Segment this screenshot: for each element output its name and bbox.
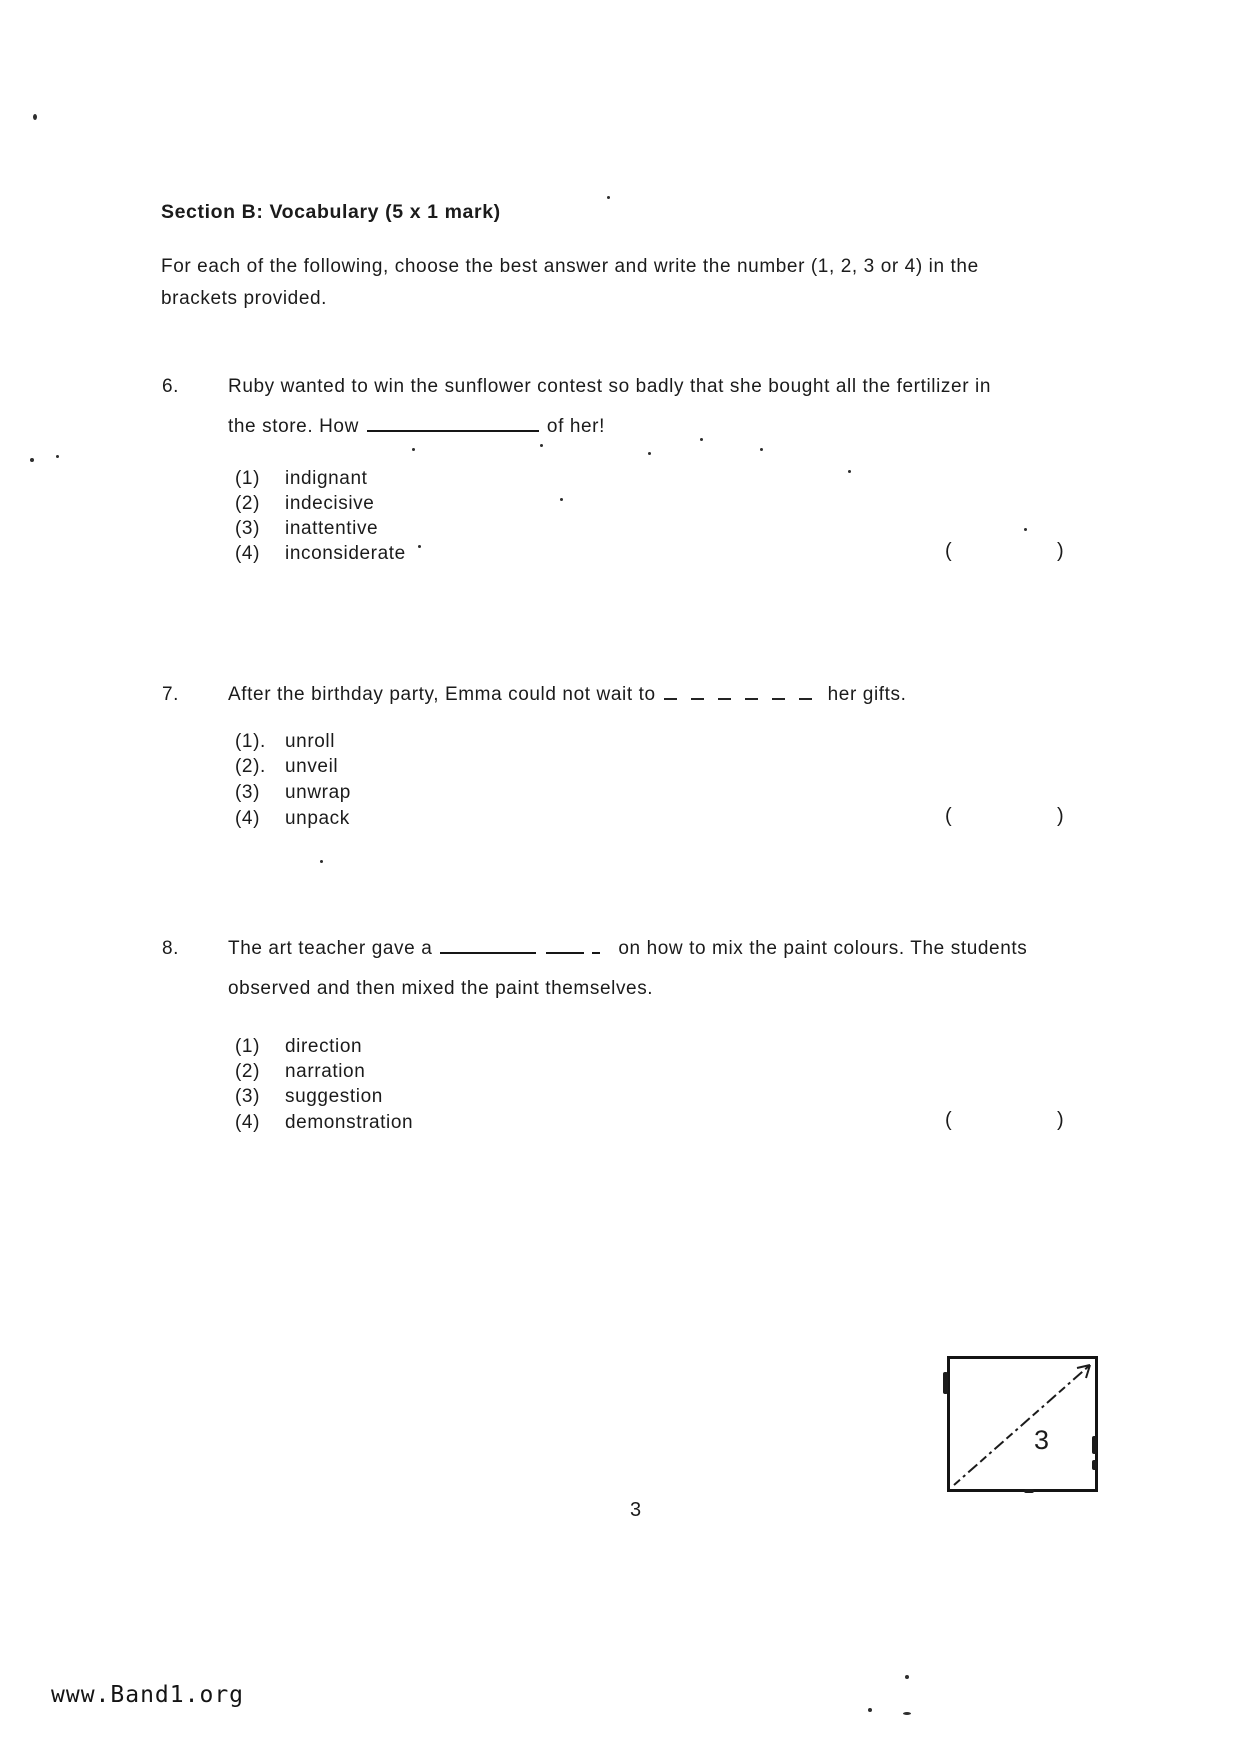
option-number: (3) [235,518,261,539]
answer-bracket-open-q7: ( [945,805,952,827]
option-label: suggestion [285,1086,383,1107]
option-label: indecisive [285,493,375,514]
question-6-line2-before-blank: the store. How [228,416,359,437]
scan-speck [1024,528,1027,531]
question-7-after-blank: her gifts. [827,684,907,705]
watermark-url: www.Band1.org [51,1682,245,1708]
scan-speck [903,1712,911,1715]
diagonal-arrow-icon [950,1359,1095,1489]
option-number: (1) [235,1036,261,1057]
question-6-line2-after-blank: of her! [546,416,605,437]
option-label: narration [285,1061,366,1082]
answer-bracket-close-q7: ) [1057,805,1064,827]
question-6-option-3 [235,518,378,540]
scan-speck [56,455,59,458]
option-number: (4) [235,1112,261,1133]
scan-speck [760,448,763,451]
answer-bracket-close-q8: ) [1057,1109,1064,1131]
scan-speck [33,114,37,120]
question-8-option-4 [235,1112,413,1134]
option-label: unveil [285,756,339,777]
option-label: direction [285,1036,363,1057]
option-number: (1) [235,468,261,489]
question-7-option-2 [235,756,338,778]
option-label: inconsiderate [285,543,406,564]
option-number: (1). [235,731,266,752]
scan-artifact [1092,1436,1097,1454]
question-6-option-2 [235,493,374,515]
option-number: (2). [235,756,266,777]
scan-artifact [943,1372,948,1394]
scan-speck [540,444,543,447]
question-7-text [228,684,907,706]
question-8-before-blank: The art teacher gave a [228,938,433,959]
answer-bracket-open-q6: ( [945,540,952,562]
answer-blank [664,695,820,700]
question-6-option-1 [235,468,368,490]
question-7-option-1 [235,731,335,753]
scan-speck [700,438,703,441]
option-number: (4) [235,543,261,564]
question-8-number: 8. [162,938,180,959]
scan-speck [648,452,651,455]
answer-bracket-close-q6: ) [1057,540,1064,562]
answer-blank [440,949,610,954]
option-label: unroll [285,731,336,752]
scan-speck [868,1708,872,1712]
question-6-text-line2 [228,416,605,438]
scan-speck [30,458,34,462]
page-number: 3 [630,1499,642,1521]
answer-bracket-open-q8: ( [945,1109,952,1131]
scan-speck [607,196,610,199]
scan-speck [848,470,851,473]
option-number: (2) [235,493,261,514]
option-number: (3) [235,1086,261,1107]
question-8-after-blank: on how to mix the paint colours. The students [618,938,1028,959]
scan-speck [905,1675,909,1679]
question-6-option-4 [235,543,406,565]
question-6-text-line1: Ruby wanted to win the sunflower contest so badly that she bought all the fertilizer in [228,376,991,397]
question-6-number: 6. [162,376,180,397]
scan-speck [418,545,421,548]
question-8-text-line2: observed and then mixed the paint themselves. [228,978,654,999]
option-label: demonstration [285,1112,414,1133]
scan-speck [320,860,323,863]
marks-tally-box [947,1356,1098,1492]
option-label: unpack [285,808,350,829]
question-7-before-blank: After the birthday party, Emma could not wait to [228,684,656,705]
question-7-option-4 [235,808,350,830]
instructions-line-1: For each of the following, choose the best answer and write the number (1, 2, 3 or 4) in the [161,256,979,277]
option-label: indignant [285,468,368,489]
question-8-text-line1 [228,938,1027,960]
option-number: (3) [235,782,261,803]
marks-box-score: 3 [1034,1425,1050,1455]
section-title: Section B: Vocabulary (5 x 1 mark) [161,201,501,223]
answer-blank [367,425,539,432]
question-7-option-3 [235,782,351,804]
question-8-option-1 [235,1036,362,1058]
instructions-line-2: brackets provided. [161,288,328,309]
scan-speck [560,498,563,501]
question-8-option-2 [235,1061,365,1083]
option-label: inattentive [285,518,379,539]
scan-speck [412,448,415,451]
option-label: unwrap [285,782,351,803]
question-7-number: 7. [162,684,180,705]
scan-artifact [1092,1460,1097,1470]
option-number: (4) [235,808,261,829]
question-8-option-3 [235,1086,383,1108]
scan-artifact [1024,1489,1034,1493]
option-number: (2) [235,1061,261,1082]
